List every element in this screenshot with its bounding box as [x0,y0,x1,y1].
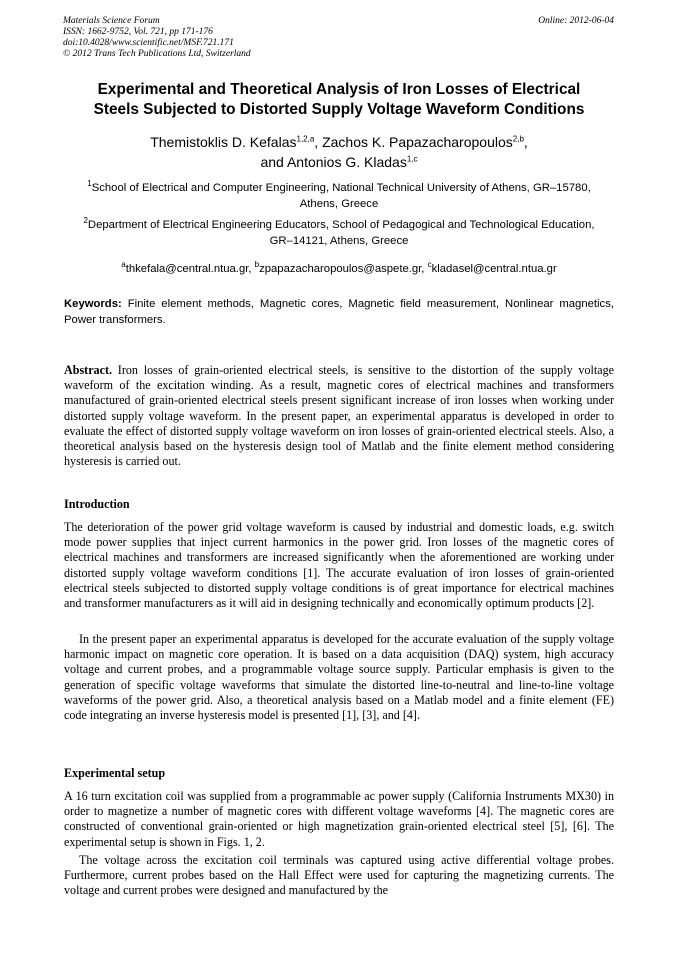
setup-heading: Experimental setup [64,766,166,780]
abstract-label: Abstract. [64,363,113,377]
affiliation-2 [72,217,606,249]
affiliation-marker: 1 [87,179,92,189]
journal-header [63,16,251,60]
author-list [60,132,618,172]
author-2-affil: 2,b [512,134,524,144]
email-marker: b [254,260,260,270]
affiliation-text: Department of Electrical Engineering Educators, School of Pedagogical and Technological Education, GR–14121, Athens, Greece [87,219,595,247]
author-line-2 [60,152,618,172]
introduction-heading: Introduction [64,497,130,511]
author-3-affil: 1,c [406,154,418,164]
author-3: Antonios G. Kladas [286,154,407,170]
affiliation-text: School of Electrical and Computer Engineering, National Technical University of Athens, GR–15780, Athens, Greece [91,182,591,210]
author-1-affil: 1,2,a [296,134,315,144]
abstract-text: Iron losses of grain-oriented electrical steels, is sensitive to the distortion of the supply voltage waveform of the excitation winding. As a result, magnetic cores of electrical machines and transformers manufactured of grain-oriented electrical steels present significant increase of iron losses when working under distorted supply voltage waveform. In the present paper, an experimental apparatus is developed in order to evaluate the effect of distorted supply voltage waveform on iron losses of grain-oriented electrical steels. Also, a theoretical analysis based on the hysteresis design tool of Matlab and the finite element method considering hysteresis is carried out. [64,363,614,469]
setup-paragraph-1: A 16 turn excitation coil was supplied from a programmable ac power supply (California Instruments MX30) in order to magnetize a number of magnetic cores with different voltage waveforms [4]. The magnetic cores are constructed of conventional grain-oriented or high magnetization grain-oriented electrical steel [5], [6]. The experimental setup is shown in Figs. 1, 2. [64,789,614,849]
author-separator: , [314,134,323,150]
setup-paragraph-2: The voltage across the excitation coil terminals was captured using active differential voltage probes. Furthermore, current probes based on the Hall Effect were used for capturing the magnetizing currents. The voltage and current probes were designed and manufactured by the [64,853,614,898]
issn-line: ISSN: 1662-9752, Vol. 721, pp 171-176 [63,27,213,37]
keywords [64,296,614,328]
journal-name: Materials Science Forum [63,16,160,26]
abstract [64,363,614,469]
copyright-line: © 2012 Trans Tech Publications Ltd, Switzerland [63,49,251,59]
doi-line: doi:10.4028/www.scientific.net/MSF.721.171 [63,38,234,48]
email-marker: c [427,260,432,270]
affiliation-marker: 2 [83,216,88,226]
keywords-label: Keywords: [64,298,122,310]
email-link[interactable]: thkefala@central.ntua.gr, [125,263,255,275]
introduction-paragraph-2: In the present paper an experimental apparatus is developed for the accurate evaluation of the supply voltage harmonic impact on magnetic core operation. It is based on a data acquisition (DAQ) system, high accuracy voltage and current probes, and a programmable voltage source supply. Particular emphasis is given to the generation of specific voltage waveforms that simulate the distorted line-to-neutral and line-to-line voltage waveforms of the power grid. Also, a theoretical analysis based on a Matlab model and a finite element (FE) code integrating an inverse hysteresis model is presented [1], [3], and [4]. [64,632,614,723]
email-list [60,262,618,276]
paper-title [60,80,618,120]
author-2: Zachos K. Papazacharopoulos [322,134,513,150]
email-link[interactable]: zpapazacharopoulos@aspete.gr, [259,263,428,275]
author-separator: , [523,134,528,150]
keywords-text: Finite element methods, Magnetic cores, Magnetic field measurement, Nonlinear magnetics, Power transformers. [64,298,614,326]
author-and: and [260,154,287,170]
online-date: Online: 2012-06-04 [538,16,614,26]
title-line-2: Steels Subjected to Distorted Supply Voltage Waveform Conditions [93,101,585,118]
affiliation-1 [72,180,606,212]
author-line-1 [60,132,618,152]
author-1: Themistoklis D. Kefalas [150,134,297,150]
email-link[interactable]: kladasel@central.ntua.gr [431,263,557,275]
title-line-1: Experimental and Theoretical Analysis of Iron Losses of Electrical [97,81,581,98]
email-marker: a [121,260,126,270]
introduction-paragraph-1: The deterioration of the power grid voltage waveform is caused by industrial and domestic loads, e.g. switch mode power supplies that inject current harmonics in the power grid. Iron losses of the magnetic cores of electrical machines and transformers are increased significantly when the aforementioned are working under distorted supply voltage waveform conditions [1]. The accurate evaluation of iron losses of grain-oriented electrical steels subjected to distorted supply voltage conditions is of great importance for electrical machines and transformer manufacturers as it will aid in designing technically and economically optimum products [2]. [64,520,614,611]
